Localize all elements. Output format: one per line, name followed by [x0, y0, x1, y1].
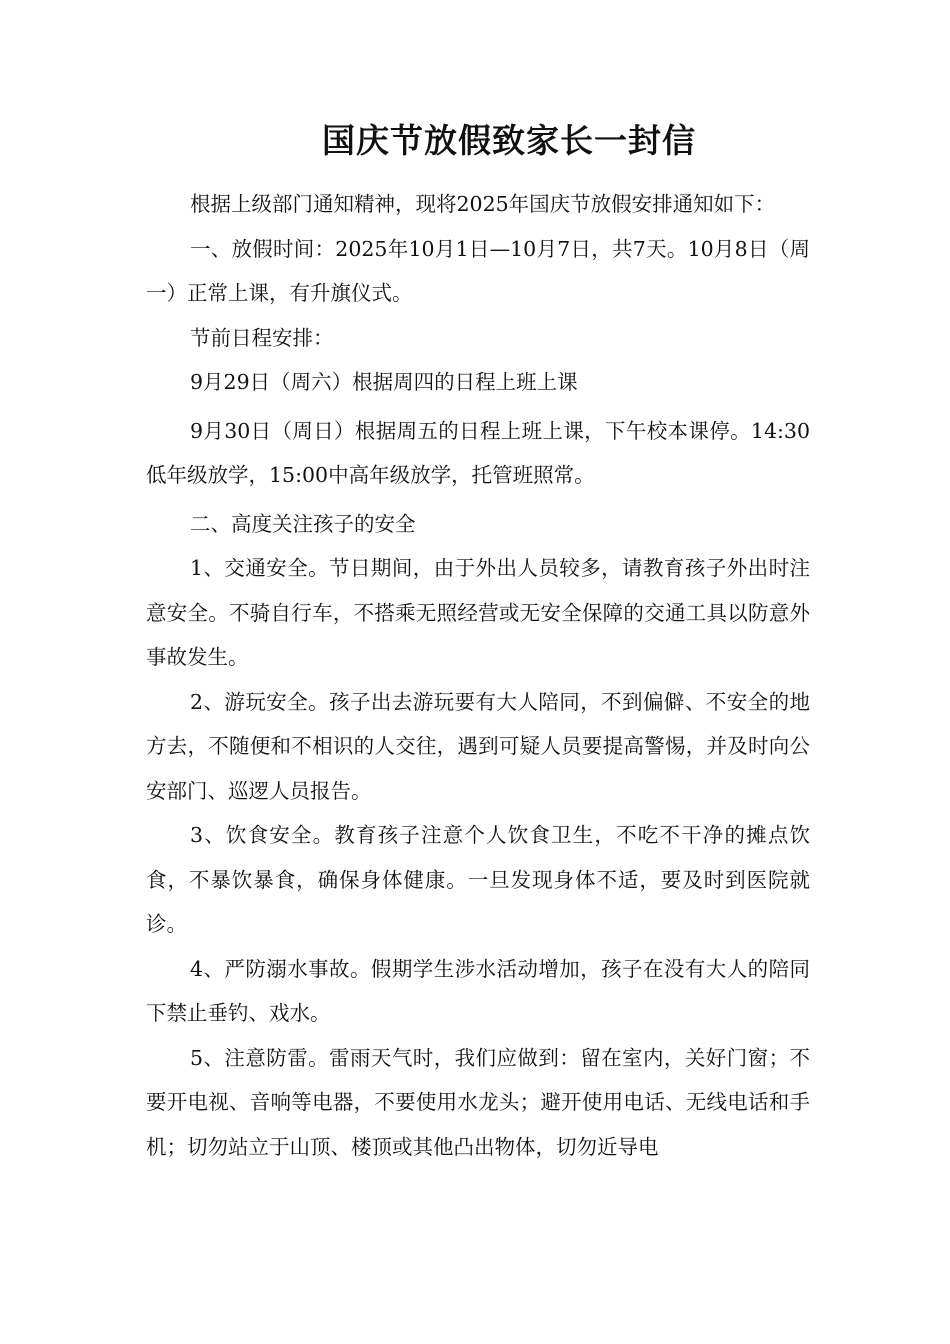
paragraph-intro: 根据上级部门通知精神，现将2025年国庆节放假安排通知如下： [190, 192, 776, 216]
paragraph-lightning-protection: 5、注意防雷。雷雨天气时，我们应做到：留在室内，关好门窗；不要开电视、音响等电器，不要使用水龙头；避开使用电话、无线电话和手机；切勿站立于山顶、楼顶或其他凸出物体，切勿近导电 [146, 1045, 810, 1159]
paragraph-schedule-heading: 节前日程安排： [190, 325, 334, 350]
paragraph-schedule-sept29: 9月29日（周六）根据周四的日程上班上课 [190, 370, 578, 394]
paragraph-schedule-sept30: 9月30日（周日）根据周五的日程上班上课，下午校本课停。14:30低年级放学，15:00中高年级放学，托管班照常。 [146, 418, 810, 487]
paragraph-holiday-time: 一、放假时间：2025年10月1日—10月7日，共7天。10月8日（周一）正常上课，有升旗仪式。 [146, 236, 810, 305]
paragraph-safety-heading: 二、高度关注孩子的安全 [190, 511, 416, 536]
document-body [146, 182, 810, 1169]
document-title: 国庆节放假致家长一封信 [322, 121, 696, 160]
paragraph-drowning-prevention: 4、严防溺水事故。假期学生涉水活动增加，孩子在没有大人的陪同下禁止垂钓、戏水。 [146, 956, 810, 1025]
paragraph-travel-safety: 2、游玩安全。孩子出去游玩要有大人陪同，不到偏僻、不安全的地方去，不随便和不相识的人交往，遇到可疑人员要提高警惕，并及时向公安部门、巡逻人员报告。 [146, 689, 810, 803]
paragraph-food-safety: 3、饮食安全。教育孩子注意个人饮食卫生，不吃不干净的摊点饮食，不暴饮暴食，确保身体健康。一旦发现身体不适，要及时到医院就诊。 [146, 823, 810, 936]
paragraph-traffic-safety: 1、交通安全。节日期间，由于外出人员较多，请教育孩子外出时注意安全。不骑自行车，不搭乘无照经营或无安全保障的交通工具以防意外事故发生。 [146, 556, 810, 669]
